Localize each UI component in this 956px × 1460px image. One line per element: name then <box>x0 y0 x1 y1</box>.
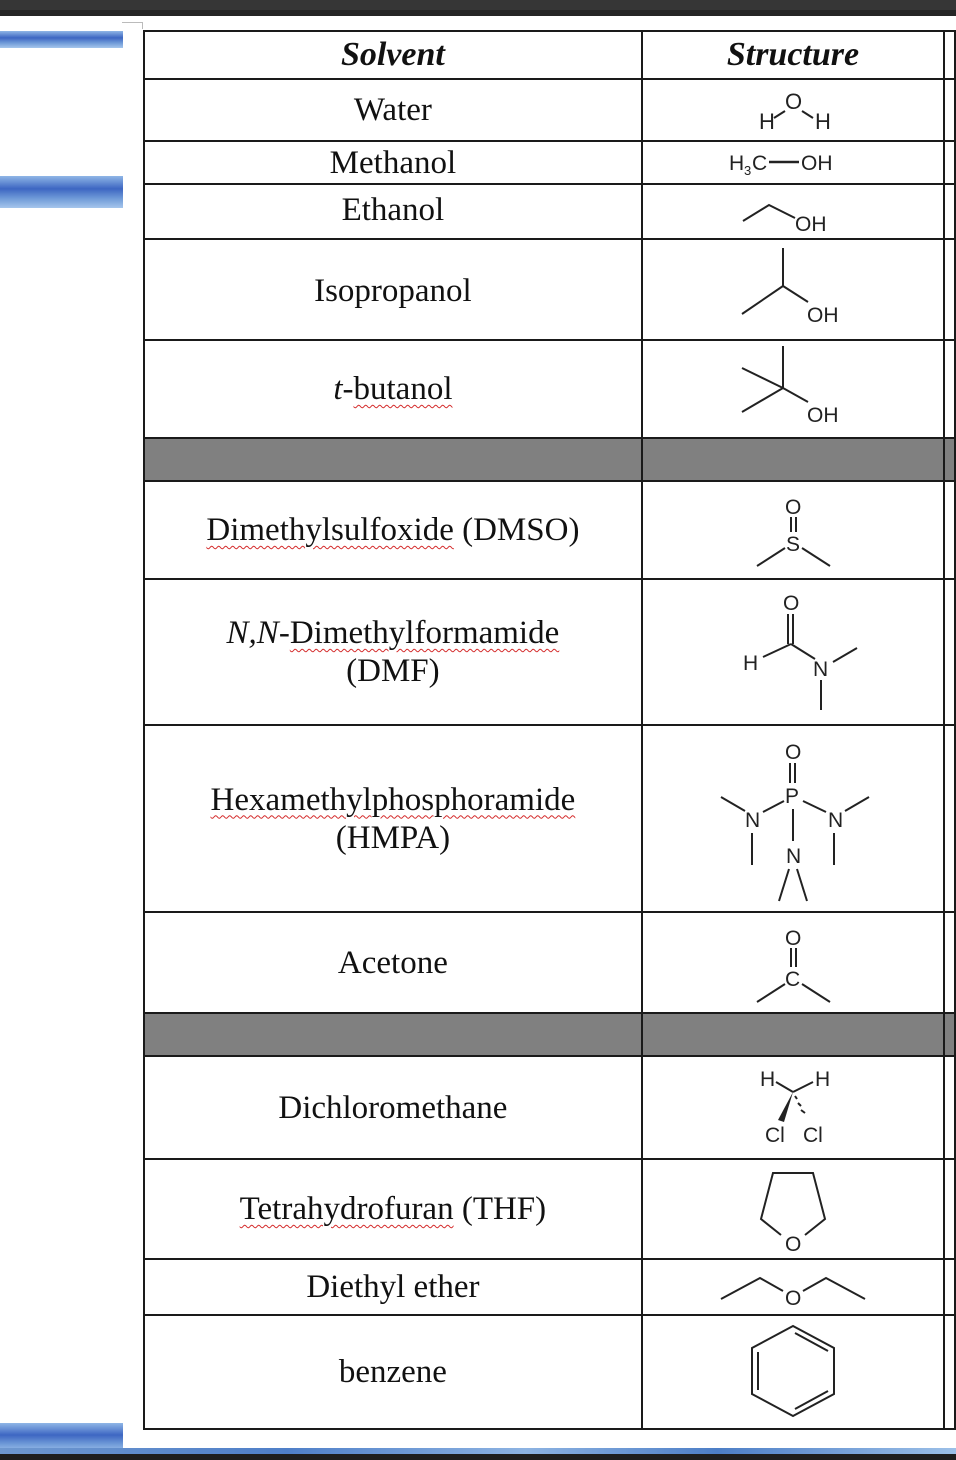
table-row <box>144 1056 955 1159</box>
dmso-structure-icon <box>723 484 863 576</box>
solvent-name-text: Hexamethylphosphoramide <box>210 781 576 818</box>
solvent-name[interactable]: Isopropanol <box>144 239 642 340</box>
table-row <box>144 340 955 438</box>
acetone-structure-icon <box>723 917 863 1009</box>
svg-text:Cl: Cl <box>802 1123 823 1147</box>
svg-text:H: H <box>759 1067 776 1091</box>
svg-text:H: H <box>728 151 745 175</box>
structure-cell <box>642 1259 944 1315</box>
svg-text:H: H <box>814 1067 831 1091</box>
table-row <box>144 579 955 725</box>
structure-cell <box>642 725 944 912</box>
table-row <box>144 239 955 340</box>
svg-text:O: O <box>784 740 802 764</box>
structure-cell <box>642 912 944 1013</box>
solvent-table <box>143 30 956 1430</box>
group-separator-row <box>144 1013 955 1056</box>
water-structure-icon <box>733 82 853 138</box>
table-row <box>144 725 955 912</box>
window-top-bar-shadow <box>0 10 956 16</box>
dmf-structure-icon <box>713 582 873 722</box>
isopropanol-structure-icon <box>723 242 863 338</box>
structure-cell <box>642 481 944 579</box>
svg-text:H: H <box>758 109 775 134</box>
diethyl-ether-structure-icon <box>703 1261 883 1313</box>
svg-text:O: O <box>782 592 800 615</box>
solvent-abbrev: (HMPA) <box>335 819 451 856</box>
table-row <box>144 1159 955 1259</box>
solvent-name[interactable]: benzene <box>144 1315 642 1429</box>
solvent-name-text: Tetrahydrofuran <box>239 1191 454 1227</box>
svg-text:H: H <box>814 109 831 134</box>
table-move-handle[interactable] <box>122 22 143 29</box>
benzene-structure-icon <box>723 1318 863 1426</box>
solvent-name[interactable] <box>144 340 642 438</box>
structure-cell <box>642 141 944 184</box>
svg-text:O: O <box>784 1233 802 1256</box>
window-bottom-bar <box>0 1454 956 1460</box>
slide-thumbnail-2[interactable] <box>0 176 123 208</box>
svg-text:N: N <box>744 808 761 832</box>
table-row <box>144 912 955 1013</box>
table-row <box>144 79 955 141</box>
svg-text:O: O <box>784 89 803 114</box>
table-row <box>144 481 955 579</box>
header-row <box>144 31 955 79</box>
structure-cell <box>642 79 944 141</box>
table-row <box>144 1259 955 1315</box>
solvent-name[interactable] <box>144 725 642 912</box>
svg-text:C: C <box>751 151 768 175</box>
methanol-structure-icon <box>723 146 863 180</box>
solvent-name-text: butanol <box>353 371 453 407</box>
structure-cell <box>642 1159 944 1259</box>
structure-cell <box>642 579 944 725</box>
solvent-name-text: Dimethylsulfoxide <box>206 512 454 548</box>
solvent-name[interactable] <box>144 481 642 579</box>
solvent-prefix: N,N- <box>226 615 290 651</box>
header-extra <box>944 31 955 79</box>
structure-cell <box>642 184 944 239</box>
svg-text:S: S <box>785 533 800 556</box>
svg-text:N: N <box>785 844 802 868</box>
svg-text:OH: OH <box>794 212 827 236</box>
svg-text:Cl: Cl <box>764 1123 785 1147</box>
thf-structure-icon <box>723 1161 863 1257</box>
solvent-name[interactable]: Dichloromethane <box>144 1056 642 1159</box>
svg-text:P: P <box>784 784 799 808</box>
solvent-name-text: Dimethylformamide <box>289 615 560 651</box>
svg-text:O: O <box>784 926 802 950</box>
structure-cell <box>642 1315 944 1429</box>
solvent-name[interactable] <box>144 1159 642 1259</box>
ethanol-structure-icon <box>723 187 863 237</box>
solvent-name[interactable] <box>144 579 642 725</box>
svg-text:O: O <box>784 496 802 519</box>
structure-cell <box>642 1056 944 1159</box>
svg-text:OH: OH <box>806 303 839 327</box>
svg-text:N: N <box>812 658 829 681</box>
solvent-abbrev: (DMSO) <box>453 512 580 548</box>
group-separator-row <box>144 438 955 481</box>
svg-text:C: C <box>784 967 801 991</box>
slide-thumbnail-1[interactable] <box>0 31 123 48</box>
solvent-name[interactable]: Diethyl ether <box>144 1259 642 1315</box>
structure-cell <box>642 239 944 340</box>
svg-text:3: 3 <box>743 162 752 178</box>
structure-cell <box>642 340 944 438</box>
t-butanol-structure-icon <box>723 342 863 436</box>
table-row <box>144 141 955 184</box>
header-solvent: Solvent <box>144 31 642 79</box>
hmpa-structure-icon <box>693 729 893 909</box>
solvent-name[interactable]: Water <box>144 79 642 141</box>
window-top-bar <box>0 0 956 10</box>
svg-text:OH: OH <box>800 151 833 175</box>
svg-text:N: N <box>827 808 844 832</box>
svg-text:H: H <box>742 652 759 675</box>
solvent-name[interactable]: Acetone <box>144 912 642 1013</box>
svg-text:OH: OH <box>806 404 839 427</box>
solvent-prefix: t- <box>333 371 354 407</box>
table-row <box>144 184 955 239</box>
solvent-abbrev: (DMF) <box>346 653 440 689</box>
svg-text:O: O <box>784 1287 802 1310</box>
table-row <box>144 1315 955 1429</box>
solvent-name[interactable]: Ethanol <box>144 184 642 239</box>
dichloromethane-structure-icon <box>723 1060 863 1156</box>
header-structure: Structure <box>642 31 944 79</box>
solvent-abbrev: (THF) <box>453 1191 547 1227</box>
solvent-name[interactable]: Methanol <box>144 141 642 184</box>
